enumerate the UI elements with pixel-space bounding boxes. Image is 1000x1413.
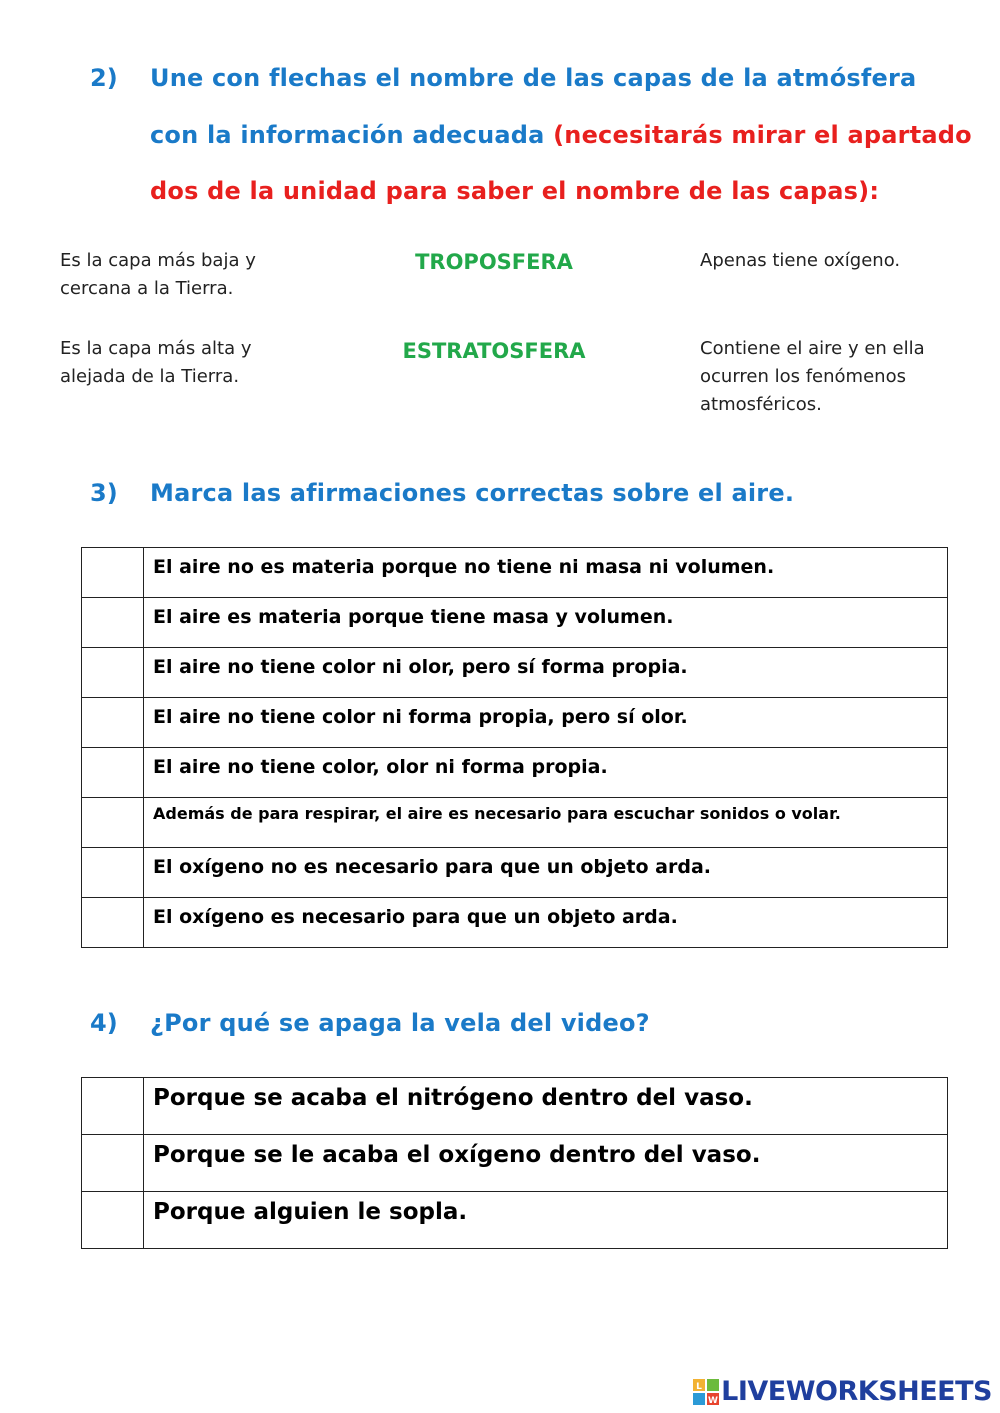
statement-3: El aire no tiene color ni olor, pero sí forma propia. [144,648,948,698]
question-2-line-2-blue: con la información adecuada [150,121,545,149]
answer-checkbox-cell-3[interactable] [82,1192,144,1249]
checkbox-cell-6[interactable] [82,798,144,848]
logo-letter-l: L [696,1381,703,1392]
table-row [82,548,948,598]
right-description-2-line-1: Contiene el aire y en ella [700,338,925,359]
answers-table [81,1077,948,1249]
question-2-line-1: Une con flechas el nombre de las capas de la atmósfera [150,64,917,92]
question-2-line-2-red: (necesitarás mirar el apartado [553,121,972,149]
statement-2: El aire es materia porque tiene masa y volumen. [144,598,948,648]
checkbox-cell-2[interactable] [82,598,144,648]
question-4-title: ¿Por qué se apaga la vela del video? [150,1009,650,1037]
question-2-number: 2) [90,64,118,92]
left-description-1-line-1: Es la capa más baja y [60,250,256,271]
statement-4: El aire no tiene color ni forma propia, pero sí olor. [144,698,948,748]
checkbox-cell-7[interactable] [82,848,144,898]
liveworksheets-logo [693,1376,992,1407]
liveworksheets-logo-text: LIVEWORKSHEETS [721,1376,992,1407]
question-2-line-3: dos de la unidad para saber el nombre de las capas): [150,177,880,205]
question-3-number: 3) [90,479,118,507]
right-description-1[interactable] [700,247,900,275]
table-row [82,1135,948,1192]
table-row [82,698,948,748]
table-row [82,798,948,848]
left-description-1-line-2: cercana a la Tierra. [60,278,234,299]
checkbox-cell-4[interactable] [82,698,144,748]
table-row [82,848,948,898]
answer-checkbox-cell-2[interactable] [82,1135,144,1192]
table-row [82,598,948,648]
checkbox-cell-8[interactable] [82,898,144,948]
statement-1: El aire no es materia porque no tiene ni masa ni volumen. [144,548,948,598]
question-2-line-2 [150,121,972,149]
right-description-2[interactable] [700,335,925,419]
checkbox-cell-5[interactable] [82,748,144,798]
statement-6: Además de para respirar, el aire es necesario para escuchar sonidos o volar. [144,798,948,848]
table-row [82,648,948,698]
right-description-2-line-3: atmosféricos. [700,394,822,415]
statement-5: El aire no tiene color, olor ni forma propia. [144,748,948,798]
answer-2: Porque se le acaba el oxígeno dentro del vaso. [144,1135,948,1192]
question-4-number: 4) [90,1009,118,1037]
statement-7: El oxígeno no es necesario para que un objeto arda. [144,848,948,898]
layer-troposfera[interactable]: TROPOSFERA [415,250,573,274]
right-description-1-line-1: Apenas tiene oxígeno. [700,250,901,271]
liveworksheets-logo-icon [693,1379,719,1405]
statements-table [81,547,948,948]
layer-estratosfera[interactable]: ESTRATOSFERA [402,339,586,363]
table-row [82,1078,948,1135]
table-row [82,898,948,948]
left-description-2-line-1: Es la capa más alta y [60,338,252,359]
checkbox-cell-3[interactable] [82,648,144,698]
statement-8: El oxígeno es necesario para que un objeto arda. [144,898,948,948]
table-row [82,1192,948,1249]
answer-1: Porque se acaba el nitrógeno dentro del vaso. [144,1078,948,1135]
answer-3: Porque alguien le sopla. [144,1192,948,1249]
logo-letter-w: W [708,1395,719,1405]
table-row [82,748,948,798]
left-description-2-line-2: alejada de la Tierra. [60,366,240,387]
checkbox-cell-1[interactable] [82,548,144,598]
answer-checkbox-cell-1[interactable] [82,1078,144,1135]
left-description-2[interactable] [60,335,252,391]
question-3-title: Marca las afirmaciones correctas sobre el aire. [150,479,795,507]
right-description-2-line-2: ocurren los fenómenos [700,366,906,387]
left-description-1[interactable] [60,247,256,303]
